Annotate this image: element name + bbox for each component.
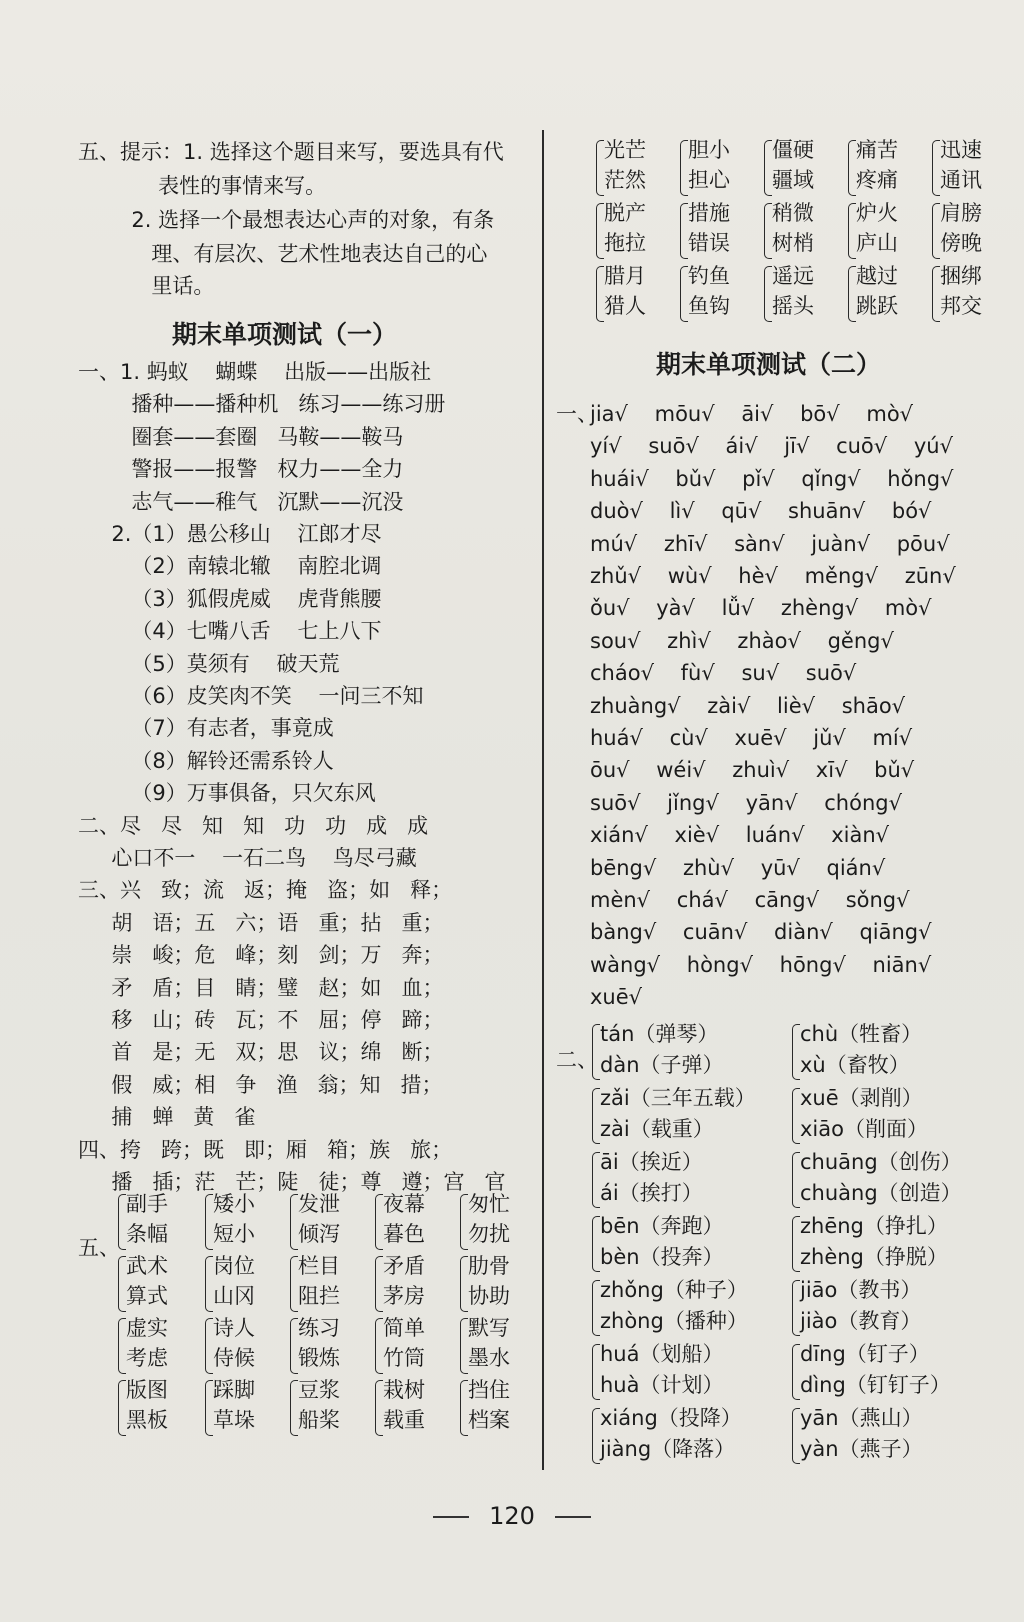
answer-line: （2）南辕北辙 南腔北调	[78, 554, 382, 579]
answer-line: 表性的事情来写。	[78, 174, 327, 198]
word: 树梢	[772, 231, 814, 255]
pair-bracket	[460, 1318, 468, 1374]
answer-line: 理、有层次、艺术性地表达自己的心	[78, 242, 488, 266]
answer-line: 二、尽 尽 知 知 功 功 成 成	[78, 813, 429, 838]
word: 鱼钩	[688, 294, 730, 318]
pair-bracket	[290, 1380, 298, 1436]
section-title: 期末单项测试（一）	[172, 320, 398, 349]
word: zhēng（挣扎）	[800, 1214, 948, 1238]
pinyin-line: jia√ mōu√ āi√ bō√ mò√	[590, 402, 914, 426]
word: 武术	[126, 1254, 168, 1278]
word: xiāo（削面）	[800, 1117, 928, 1141]
word: 疼痛	[856, 168, 898, 192]
pair-bracket	[205, 1194, 213, 1250]
answer-line: 播种——播种机 练习——练习册	[78, 392, 446, 417]
pair-bracket	[592, 1344, 600, 1400]
word: 迅速	[940, 138, 982, 162]
word: 草垛	[213, 1408, 255, 1432]
pair-bracket	[118, 1256, 126, 1312]
pinyin-line: ǒu√ yà√ lǚ√ zhèng√ mò√	[590, 596, 932, 621]
pair-bracket	[792, 1344, 800, 1400]
word: 诗人	[213, 1316, 255, 1340]
pair-bracket	[375, 1380, 383, 1436]
word: 茫然	[604, 168, 646, 192]
pair-bracket	[596, 203, 604, 259]
pair-bracket	[375, 1194, 383, 1250]
pinyin-line: cháo√ fù√ su√ suō√	[590, 661, 857, 686]
page-number: 120	[0, 1502, 1024, 1530]
pair-bracket	[764, 266, 772, 322]
word: 通讯	[940, 168, 982, 192]
pair-bracket	[290, 1256, 298, 1312]
pair-bracket	[460, 1256, 468, 1312]
pinyin-line: yí√ suō√ ái√ jī√ cuō√ yú√	[590, 434, 953, 459]
pinyin-line: bēng√ zhù√ yū√ qián√	[590, 855, 886, 880]
pair-bracket	[932, 203, 940, 259]
answer-line: （4）七嘴八舌 七上八下	[78, 619, 382, 644]
word: 副手	[126, 1192, 168, 1216]
word: bèn（投奔）	[600, 1245, 724, 1269]
word: yàn（燕子）	[800, 1437, 923, 1461]
word: 越过	[856, 264, 898, 288]
answer-line: 里话。	[78, 274, 215, 298]
answer-line: 志气——稚气 沉默——沉没	[78, 489, 404, 514]
answer-line: 四、挎 跨；既 即；厢 箱；族 旅；	[78, 1137, 453, 1162]
pair-bracket	[592, 1280, 600, 1336]
pair-bracket	[680, 203, 688, 259]
word: chuàng（创造）	[800, 1181, 962, 1205]
word: 捆绑	[940, 264, 982, 288]
word: dàn（子弹）	[600, 1053, 724, 1077]
word: tán（弹琴）	[600, 1022, 719, 1046]
pinyin-line: ōu√ wéi√ zhuì√ xī√ bǔ√	[590, 758, 915, 783]
word: 勿扰	[468, 1222, 510, 1246]
pair-bracket	[792, 1280, 800, 1336]
pinyin-line: mèn√ chá√ cāng√ sǒng√	[590, 888, 910, 912]
word: 疆域	[772, 168, 814, 192]
section-label: 一、	[556, 402, 598, 426]
answer-line: 圈套——套圈 马鞍——鞍马	[78, 424, 404, 449]
pair-bracket	[460, 1194, 468, 1250]
pair-bracket	[792, 1216, 800, 1272]
word: 邦交	[940, 294, 982, 318]
answer-line: （9）万事俱备，只欠东风	[78, 781, 376, 806]
word: zǎi（三年五载）	[600, 1086, 756, 1110]
word: 拖拉	[604, 231, 646, 255]
pair-bracket	[792, 1152, 800, 1208]
word: 腊月	[604, 264, 646, 288]
word: 矮小	[213, 1192, 255, 1216]
pair-bracket	[764, 140, 772, 196]
word: 炉火	[856, 201, 898, 225]
word: zhòng（播种）	[600, 1309, 748, 1333]
word: 虚实	[126, 1316, 168, 1340]
word: 夜幕	[383, 1192, 425, 1216]
pair-bracket	[848, 266, 856, 322]
word: 船桨	[298, 1408, 340, 1432]
pair-bracket	[596, 266, 604, 322]
word: 肩膀	[940, 201, 982, 225]
pair-bracket	[932, 140, 940, 196]
pair-bracket	[592, 1152, 600, 1208]
word: 脱产	[604, 201, 646, 225]
word: jiàng（降落）	[600, 1437, 736, 1461]
pair-bracket	[375, 1318, 383, 1374]
word: huá（划船）	[600, 1342, 724, 1366]
word: āi（挨近）	[600, 1150, 703, 1174]
word: 岗位	[213, 1254, 255, 1278]
pinyin-line: sou√ zhì√ zhào√ gěng√	[590, 628, 894, 653]
pinyin-line: xuē√	[590, 985, 643, 1010]
word: huà（计划）	[600, 1373, 724, 1397]
word: zài（载重）	[600, 1117, 714, 1141]
word: bēn（奔跑）	[600, 1214, 724, 1238]
pinyin-line: huái√ bǔ√ pǐ√ qǐng√ hǒng√	[590, 466, 954, 491]
answer-line: 播 插；茫 芒；陡 徒；尊 遵；宫 官	[78, 1170, 506, 1194]
word: 光芒	[604, 138, 646, 162]
word: 档案	[468, 1408, 510, 1432]
word: 栏目	[298, 1254, 340, 1278]
word: chù（牲畜）	[800, 1022, 923, 1046]
word: 倾泻	[298, 1222, 340, 1246]
pinyin-line: mú√ zhī√ sàn√ juàn√ pōu√	[590, 531, 950, 556]
pair-bracket	[205, 1380, 213, 1436]
pinyin-line: duò√ lì√ qū√ shuān√ bó√	[590, 499, 932, 524]
pair-bracket	[460, 1380, 468, 1436]
word: jiào（教育）	[800, 1309, 922, 1333]
answer-line: 五、提示：1. 选择这个题目来写，要选具有代	[78, 140, 504, 164]
pair-bracket	[375, 1256, 383, 1312]
word: 痛苦	[856, 138, 898, 162]
column-divider	[542, 130, 544, 1470]
word: jiāo（教书）	[800, 1278, 922, 1302]
answer-line: 一、1. 蚂蚁 蝴蝶 出版——出版社	[78, 360, 432, 384]
pair-bracket	[205, 1318, 213, 1374]
pair-bracket	[118, 1318, 126, 1374]
word: 发泄	[298, 1192, 340, 1216]
word: 载重	[383, 1408, 425, 1432]
word: 矛盾	[383, 1254, 425, 1278]
word: 措施	[688, 201, 730, 225]
section-title: 期末单项测试（二）	[656, 350, 882, 379]
word: 跳跃	[856, 294, 898, 318]
pair-bracket	[290, 1318, 298, 1374]
word: 豆浆	[298, 1378, 340, 1402]
word: 栽树	[383, 1378, 425, 1402]
word: 僵硬	[772, 138, 814, 162]
word: 练习	[298, 1316, 340, 1340]
word: 算式	[126, 1284, 168, 1308]
word: 默写	[468, 1316, 510, 1340]
answer-line: （6）皮笑肉不笑 一问三不知	[78, 684, 424, 708]
word: 匆忙	[468, 1192, 510, 1216]
word: 挡住	[468, 1378, 510, 1402]
answer-line: 2.（1）愚公移山 江郎才尽	[78, 522, 382, 546]
pair-bracket	[205, 1256, 213, 1312]
word: 胆小	[688, 138, 730, 162]
pair-bracket	[680, 266, 688, 322]
answer-line: 移 山；砖 瓦；不 屈；停 蹄；	[78, 1008, 444, 1032]
word: 茅房	[383, 1284, 425, 1308]
word: 黑板	[126, 1408, 168, 1432]
answer-line: 警报——报警 权力——全力	[78, 457, 404, 482]
pair-bracket	[792, 1408, 800, 1464]
word: 侍候	[213, 1346, 255, 1370]
pair-bracket	[792, 1088, 800, 1144]
section-label: 二、	[556, 1048, 598, 1072]
pair-bracket	[592, 1408, 600, 1464]
word: 遥远	[772, 264, 814, 288]
answer-line: 首 是；无 双；思 议；绵 断；	[78, 1040, 444, 1065]
pair-bracket	[848, 203, 856, 259]
pair-bracket	[592, 1024, 600, 1080]
pair-bracket	[592, 1216, 600, 1272]
pair-bracket	[848, 140, 856, 196]
answer-line: 2. 选择一个最想表达心声的对象，有条	[78, 208, 495, 232]
answer-line: 矛 盾；目 睛；璧 赵；如 血；	[78, 975, 444, 1000]
word: 担心	[688, 168, 730, 192]
word: 短小	[213, 1222, 255, 1246]
answer-line: （7）有志者，事竟成	[78, 716, 334, 741]
word: 庐山	[856, 231, 898, 255]
pair-bracket	[118, 1194, 126, 1250]
word: 条幅	[126, 1222, 168, 1246]
pair-bracket	[118, 1380, 126, 1436]
word: 阻拦	[298, 1284, 340, 1308]
pinyin-line: bàng√ cuān√ diàn√ qiāng√	[590, 920, 932, 945]
word: 踩脚	[213, 1378, 255, 1402]
word: 猎人	[604, 294, 646, 318]
word: dīng（钉子）	[800, 1342, 930, 1366]
word: 钓鱼	[688, 264, 730, 288]
word: 暮色	[383, 1222, 425, 1246]
pair-bracket	[932, 266, 940, 322]
word: 傍晚	[940, 231, 982, 255]
pair-bracket	[592, 1088, 600, 1144]
answer-line: （8）解铃还需系铃人	[78, 748, 334, 773]
word: 简单	[383, 1316, 425, 1340]
word: 协助	[468, 1284, 510, 1308]
word: zhǒng（种子）	[600, 1278, 748, 1302]
pair-bracket	[680, 140, 688, 196]
word: xiáng（投降）	[600, 1406, 742, 1430]
pair-bracket	[596, 140, 604, 196]
word: 考虑	[126, 1346, 168, 1370]
word: 稍微	[772, 201, 814, 225]
answer-line: （5）莫须有 破天荒	[78, 651, 340, 676]
word: xuē（剥削）	[800, 1086, 923, 1110]
answer-line: （3）狐假虎威 虎背熊腰	[78, 586, 382, 611]
answer-line: 胡 语；五 六；语 重；拈 重；	[78, 910, 444, 935]
pinyin-line: wàng√ hòng√ hōng√ niān√	[590, 952, 932, 977]
word: 肋骨	[468, 1254, 510, 1278]
word: 摇头	[772, 294, 814, 318]
word: 锻炼	[298, 1346, 340, 1370]
answer-line: 捕 蝉 黄 雀	[78, 1105, 256, 1130]
pinyin-line: xián√ xiè√ luán√ xiàn√	[590, 823, 890, 848]
answer-line: 假 威；相 争 渔 翁；知 措；	[78, 1072, 443, 1097]
word: yān（燕山）	[800, 1406, 923, 1430]
word: ái（挨打）	[600, 1181, 703, 1205]
pinyin-line: suō√ jǐng√ yān√ chóng√	[590, 790, 902, 815]
word: xù（畜牧）	[800, 1053, 910, 1077]
word: 版图	[126, 1378, 168, 1402]
word: zhèng（挣脱）	[800, 1245, 948, 1269]
word: 错误	[688, 231, 730, 255]
answer-line: 崇 峻；危 峰；刻 剑；万 奔；	[78, 943, 444, 968]
answer-line: 三、兴 致；流 返；掩 盗；如 释；	[78, 878, 453, 903]
word: 墨水	[468, 1346, 510, 1370]
pair-bracket	[290, 1194, 298, 1250]
answer-line: 心口不一 一石二鸟 鸟尽弓藏	[78, 846, 417, 870]
pair-bracket	[764, 203, 772, 259]
word: chuāng（创伤）	[800, 1150, 962, 1174]
word: 竹筒	[383, 1346, 425, 1370]
section-label: 五、	[78, 1236, 120, 1260]
word: 山冈	[213, 1284, 255, 1308]
pair-bracket	[792, 1024, 800, 1080]
pinyin-line: huá√ cù√ xuē√ jǔ√ mí√	[590, 726, 913, 750]
pinyin-line: zhǔ√ wù√ hè√ měng√ zūn√	[590, 564, 956, 588]
word: dìng（钉钉子）	[800, 1373, 951, 1397]
pinyin-line: zhuàng√ zài√ liè√ shāo√	[590, 693, 906, 718]
